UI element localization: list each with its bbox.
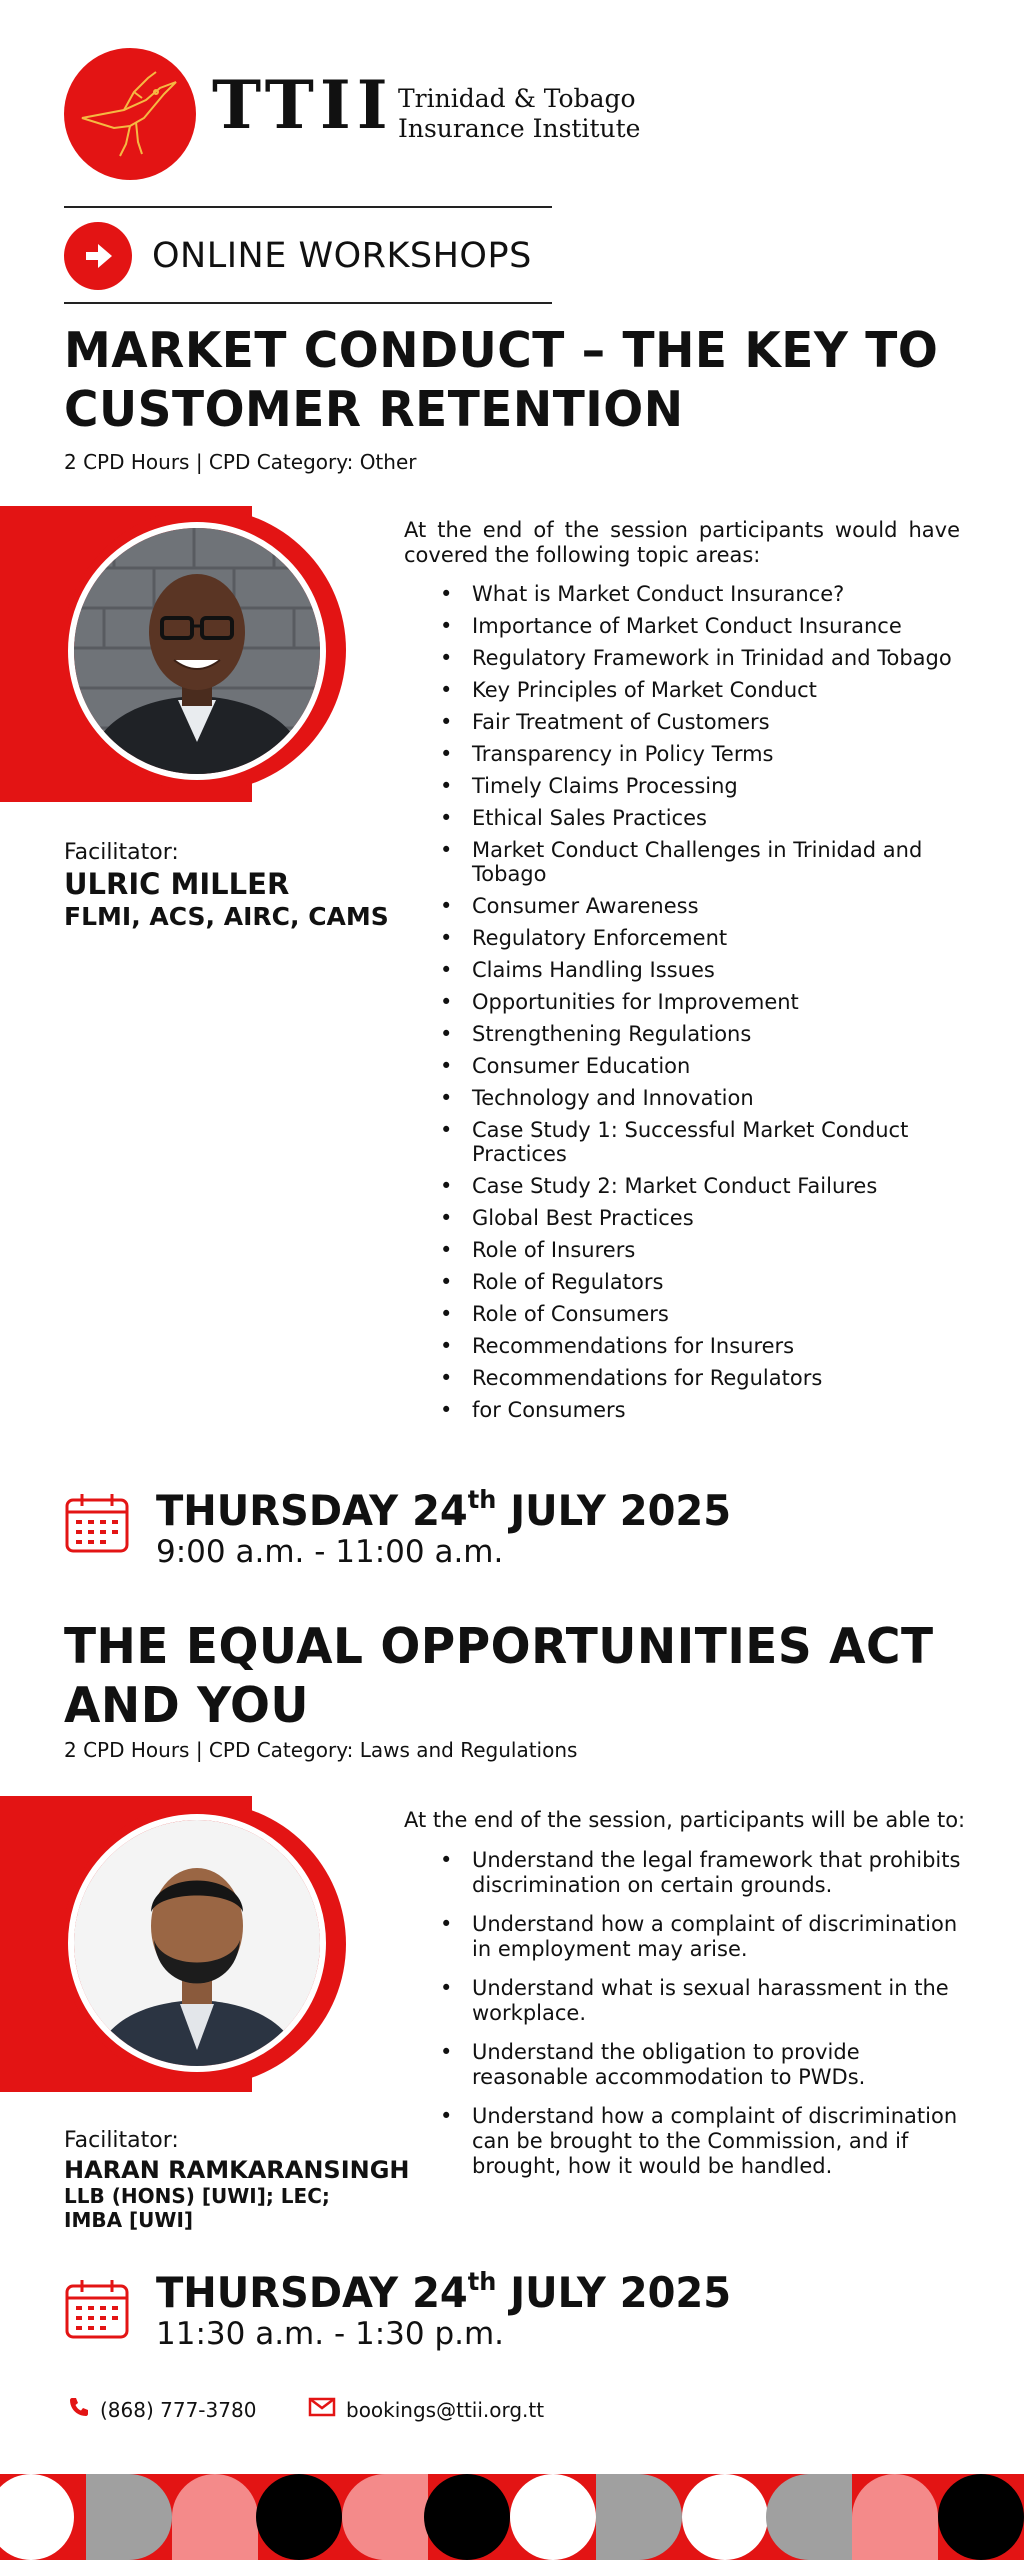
list-item: • for Consumers [404, 1398, 974, 1422]
workshop2-cpd: 2 CPD Hours | CPD Category: Laws and Regulations [64, 1738, 578, 1762]
contact-email[interactable] [308, 2396, 544, 2423]
list-item: • Technology and Innovation [404, 1086, 974, 1110]
footer-half-circle [596, 2474, 682, 2560]
list-item: • Opportunities for Improvement [404, 990, 974, 1014]
mail-icon [308, 2396, 336, 2423]
footer-pattern [0, 2474, 1024, 2560]
footer-arch [852, 2474, 938, 2560]
workshop1-cpd: 2 CPD Hours | CPD Category: Other [64, 450, 417, 474]
workshop1-topic-list [404, 582, 974, 1430]
footer-circle [938, 2474, 1024, 2560]
logo-subtitle [398, 84, 640, 144]
facilitator2-credentials [64, 2184, 364, 2232]
workshop2-title-line2: AND YOU [64, 1676, 310, 1735]
calendar-icon [64, 1492, 130, 1554]
list-item: • Timely Claims Processing [404, 774, 974, 798]
list-item: • Role of Insurers [404, 1238, 974, 1262]
footer-half-circle [86, 2474, 172, 2560]
workshop1-time: 9:00 a.m. - 11:00 a.m. [156, 1534, 504, 1570]
section-label: ONLINE WORKSHOPS [152, 236, 532, 276]
workshop1-intro: At the end of the session participants would have covered the following topic areas: [404, 518, 960, 567]
footer-circle [256, 2474, 342, 2560]
list-item: • Transparency in Policy Terms [404, 742, 974, 766]
list-item: • Recommendations for Insurers [404, 1334, 974, 1358]
list-item: • Case Study 2: Market Conduct Failures [404, 1174, 974, 1198]
logo-wordmark: TTII [212, 66, 394, 144]
logo-subtitle-line1: Trinidad & Tobago [398, 84, 636, 113]
list-item: • Regulatory Enforcement [404, 926, 974, 950]
workshop2-date-suffix: th [467, 2266, 497, 2297]
arrow-right-icon [64, 222, 132, 290]
list-item: • Consumer Awareness [404, 894, 974, 918]
facilitator2-credentials-line1: LLB (HONS) [UWI]; LEC; [64, 2184, 330, 2208]
workshop1-date [156, 1484, 732, 1536]
workshop2-date-month: JULY 2025 [496, 2268, 732, 2318]
footer-circle [424, 2474, 510, 2560]
email-address: bookings@ttii.org.tt [346, 2397, 545, 2422]
workshop1-date-day: THURSDAY 24 [156, 1486, 468, 1536]
divider-bottom [64, 302, 552, 304]
workshop1-date-suffix: th [467, 1484, 497, 1515]
list-item: • Global Best Practices [404, 1206, 974, 1230]
list-item: • Recommendations for Regulators [404, 1366, 974, 1390]
workshop1-title-line2: CUSTOMER RETENTION [64, 380, 684, 439]
footer-circle [0, 2474, 74, 2560]
phone-number: (868) 777-3780 [100, 2397, 257, 2422]
workshop2-time: 11:30 a.m. - 1:30 p.m. [156, 2316, 505, 2352]
workshop2-title [64, 1618, 934, 1736]
contact-phone[interactable] [68, 2396, 256, 2423]
workshop1-date-month: JULY 2025 [496, 1486, 732, 1536]
workshop2-objective-list [404, 1848, 974, 2193]
list-item: • Understand what is sexual harassment in the workplace. [404, 1976, 974, 2026]
list-item: • Key Principles of Market Conduct [404, 678, 974, 702]
facilitator1-credentials: FLMI, ACS, AIRC, CAMS [64, 902, 389, 931]
list-item: • Role of Consumers [404, 1302, 974, 1326]
list-item: • Importance of Market Conduct Insurance [404, 614, 974, 638]
list-item: • Case Study 1: Successful Market Conduct Practices [404, 1118, 974, 1166]
list-item: • Understand how a complaint of discrimination in employment may arise. [404, 1912, 974, 1962]
list-item: • Ethical Sales Practices [404, 806, 974, 830]
calendar-icon [64, 2278, 130, 2340]
workshop1-title [64, 322, 938, 440]
footer-circle [510, 2474, 596, 2560]
logo-hummingbird-icon [64, 48, 196, 180]
facilitator2-label: Facilitator: [64, 2128, 179, 2153]
list-item: • Role of Regulators [404, 1270, 974, 1294]
phone-icon [68, 2396, 90, 2423]
list-item: • Strengthening Regulations [404, 1022, 974, 1046]
footer-circle [682, 2474, 768, 2560]
footer-arch [172, 2474, 258, 2560]
list-item: • Consumer Education [404, 1054, 974, 1078]
list-item: • Regulatory Framework in Trinidad and Tobago [404, 646, 974, 670]
workshop1-title-line1: MARKET CONDUCT – THE KEY TO [64, 322, 939, 380]
footer-half-circle [342, 2474, 428, 2560]
workshop2-date-day: THURSDAY 24 [156, 2268, 468, 2318]
list-item: • Fair Treatment of Customers [404, 710, 974, 734]
facilitator2-credentials-line2: IMBA [UWI] [64, 2208, 194, 2232]
list-item: • Understand the legal framework that prohibits discrimination on certain grounds. [404, 1848, 974, 1898]
facilitator2-photo [68, 1814, 326, 2072]
list-item: • What is Market Conduct Insurance? [404, 582, 974, 606]
workshop2-date [156, 2266, 732, 2318]
list-item: • Claims Handling Issues [404, 958, 974, 982]
footer-half-circle [766, 2474, 852, 2560]
list-item: • Understand the obligation to provide reasonable accommodation to PWDs. [404, 2040, 974, 2090]
list-item: • Understand how a complaint of discrimination can be brought to the Commission, and if brought, how it would be handled. [404, 2104, 974, 2179]
logo-subtitle-line2: Insurance Institute [398, 114, 641, 143]
list-item: • Market Conduct Challenges in Trinidad and Tobago [404, 838, 974, 886]
facilitator1-name: ULRIC MILLER [64, 867, 290, 901]
facilitator1-photo [68, 522, 326, 780]
facilitator1-label: Facilitator: [64, 840, 179, 865]
workshop2-intro: At the end of the session, participants will be able to: [404, 1808, 966, 1832]
divider-top [64, 206, 552, 208]
workshop2-title-line1: THE EQUAL OPPORTUNITIES ACT [64, 1618, 934, 1676]
facilitator2-name: HARAN RAMKARANSINGH [64, 2156, 410, 2184]
